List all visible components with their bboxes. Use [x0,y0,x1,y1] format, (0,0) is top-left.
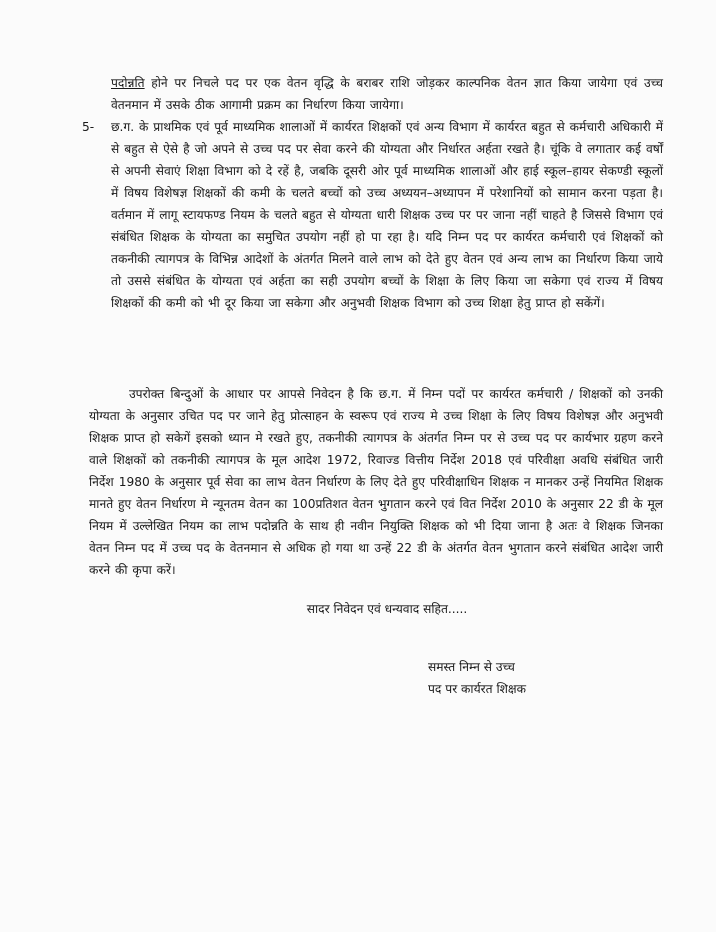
signature-block [428,656,588,700]
closing-line: सादर निवेदन एवं धन्यवाद सहित..... [306,602,468,616]
paragraph-continued [111,72,663,116]
point-number: 5- [82,120,95,134]
signature-line-1: समस्त निम्न से उच्च [428,660,515,674]
point-5-paragraph [111,116,663,314]
signature-line-2: पद पर कार्यरत शिक्षक [428,682,526,696]
request-paragraph [89,383,663,581]
underlined-word: पदोन्नति [111,76,145,90]
point-5-text: छ.ग. के प्राथमिक एवं पूर्व माध्यमिक शालाओं में कार्यरत शिक्षकों एवं अन्य विभाग में कार्यरत बहुत से कर्मचारी अधिकारी में से बहुत से ऐसे है जो अपने से उच्च पद पर सेवा करने की योग्यता और निर्धारत अर्हता रखते है। चूंकि वे लगातार कई वर्षों से अपनी सेवाएं शिक्षा विभाग को दे रहें है, जबकि दूसरी ओर पूर्व माध्यमिक शालाओं और हाई स्कूल–हायर सेकण्डी स्कूलों में विषय विशेषज्ञ शिक्षकों की कमी के चलते बच्चों को उच्च अध्ययन–अध्यापन में परेशानियों को सामान करना पड़ता है। वर्तमान में लागू स्टायफण्ड नियम के चलते बहुत से योग्यता धारी शिक्षक उच्च पर पर जाना नहीं चाहते है जिससे विभाग एवं संबंधित शिक्षक के योग्यता का समुचित उपयोग नहीं हो पा रहा है। यदि निम्न पद पर कार्यरत कर्मचारी एवं शिक्षकों को तकनीकी त्यागपत्र के विभिन्न आदेशों के अंतर्गत मिलने वाले लाभ को देते हुए वेतन एवं अन्य लाभ का निर्धारण किया जाये तो उससे संबंधित के योग्यता एवं अर्हता का सही उपयोग बच्चों के शिक्षा के लिए किया जा सकेगा एवं राज्य में विषय शिक्षकों की कमी को भी दूर किया जा सकेगा और अनुभवी शिक्षक विभाग को उच्च शिक्षा हेतु प्राप्त हो सकेंगें। [111,120,663,310]
request-text: उपरोक्त बिन्दुओं के आधार पर आपसे निवेदन है कि छ.ग. में निम्न पदों पर कार्यरत कर्मचारी / शिक्षकों को उनकी योग्यता के अनुसार उचित पद पर जाने हेतु प्रोत्साहन के स्वरूप एवं राज्य मे उच्च शिक्षा के लिए विषय विशेषज्ञ और अनुभवी शिक्षक प्राप्त हो सकेगें इसको ध्यान मे रखते हुए, तकनीकी त्यागपत्र के अंतर्गत निम्न पर से उच्च पद पर कार्यभार ग्रहण करने वाले शिक्षकों को तकनीकी त्यागपत्र के मूल आदेश 1972, रिवाज्ड वित्तीय निर्देश 2018 एवं परिवीक्षा अवधि संबंधित जारी निर्देश 1980 के अनुसार पूर्व सेवा का लाभ वेतन निर्धारण के लिए देते हुए परिवीक्षाधिन शिक्षक न मानकर उन्हें नियमित शिक्षक मानते हुए वेतन निर्धारण मे न्यूनतम वेतन का 100प्रतिशत वेतन भुगतान करने एवं वित निर्देश 2010 के अनुसार 22 डी के मूल नियम में उल्लेखित नियम का लाभ पदोन्नति के साथ ही नवीन नियुक्ति शिक्षक को भी दिया जाना है अतः वे शिक्षक जिनका वेतन निम्न पद में उच्च पद के वेतनमान से अधिक हो गया था उन्हें 22 डी के अंतर्गत वेतन भुगतान करने संबंधित आदेश जारी करने की कृपा करें। [89,387,663,577]
paragraph-continued-text: होने पर निचले पद पर एक वेतन वृद्धि के बराबर राशि जोड़कर काल्पनिक वेतन ज्ञात किया जायेगा एवं उच्च वेतनमान में उसके ठीक आगामी प्रक्रम का निर्धारण किया जायेगा। [111,76,663,112]
